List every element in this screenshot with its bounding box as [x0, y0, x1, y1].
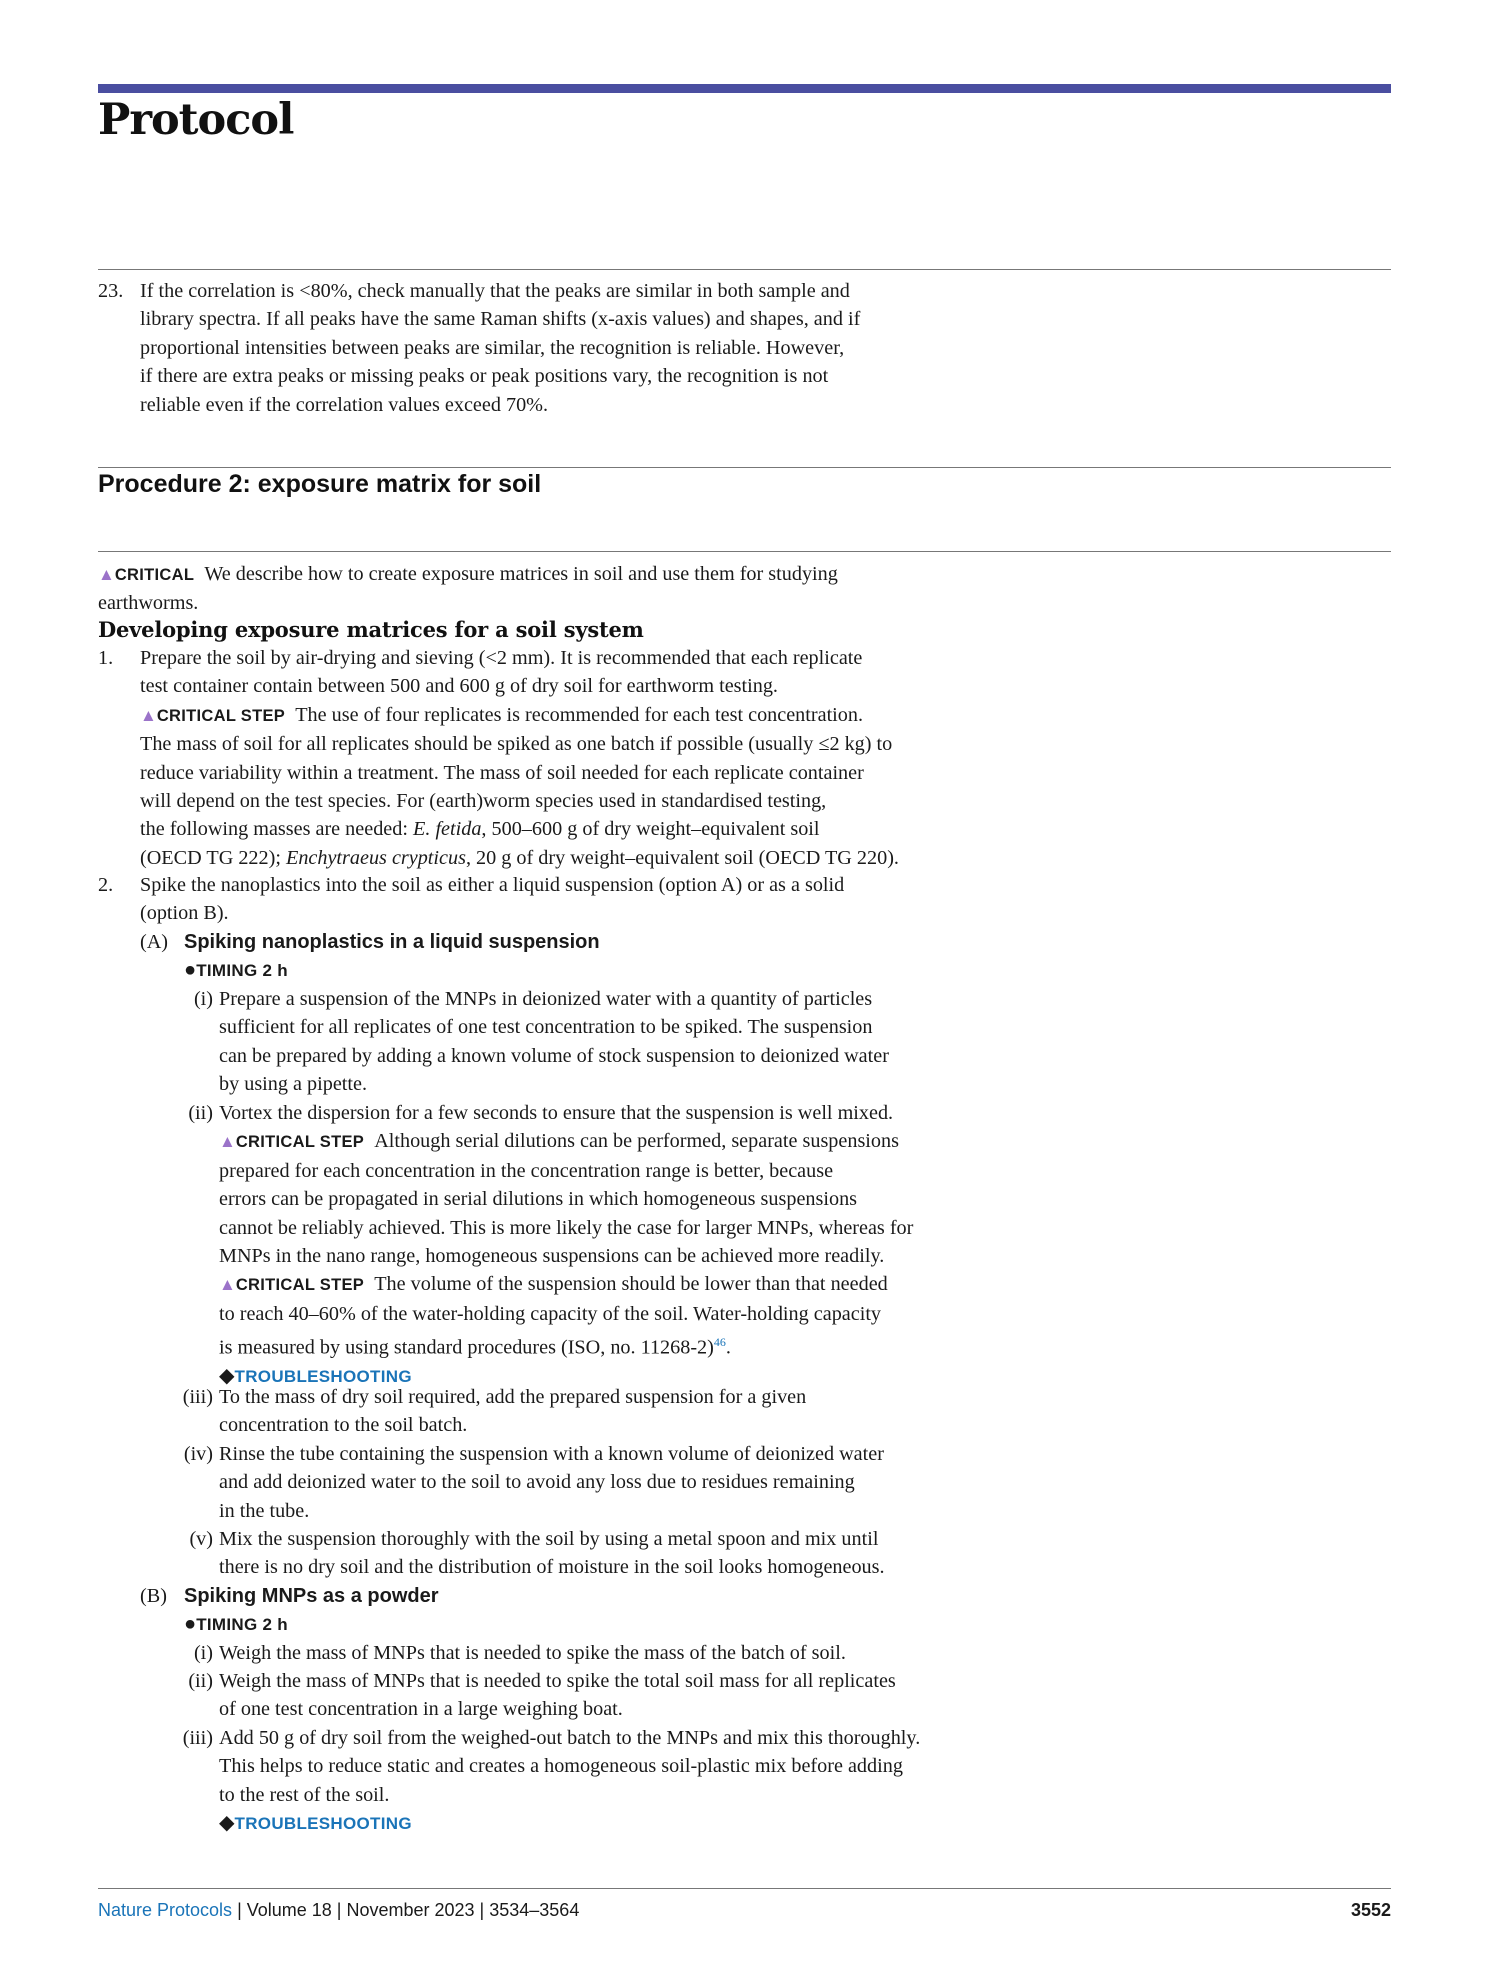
- issue-details: | Volume 18 | November 2023 | 3534–3564: [232, 1900, 580, 1920]
- substep-number: (ii): [188, 1670, 213, 1692]
- substep-number: (iv): [183, 1443, 213, 1465]
- text-line: If the correlation is <80%, check manually that the peaks are similar in both sample and: [140, 280, 850, 302]
- critical-triangle-icon: ▲: [140, 705, 157, 725]
- text-line: concentration to the soil batch.: [219, 1414, 468, 1437]
- text-line: errors can be propagated in serial dilutions in which homogeneous suspensions: [219, 1188, 858, 1211]
- text-line: prepared for each concentration in the concentration range is better, because: [219, 1159, 834, 1182]
- text-line: (option B).: [140, 902, 229, 925]
- text-line: To the mass of dry soil required, add the prepared suspension for a given: [219, 1386, 807, 1408]
- page-number: 3552: [1350, 1900, 1391, 1920]
- troubleshooting-link[interactable]: TROUBLESHOOTING: [234, 1814, 412, 1834]
- critical-intro: [98, 560, 1078, 618]
- text-line: The volume of the suspension should be lower than that needed: [374, 1273, 888, 1296]
- substep-number: (iii): [182, 1727, 213, 1749]
- reference-link[interactable]: 46: [713, 1335, 726, 1350]
- text-line: Weigh the mass of MNPs that is needed to spike the mass of the batch of soil.: [219, 1642, 846, 1664]
- critical-triangle-icon: ▲: [219, 1275, 236, 1295]
- text-line: cannot be reliably achieved. This is more likely the case for larger MNPs, whereas for: [219, 1216, 914, 1239]
- text-line: Prepare the soil by air-drying and sieving (<2 mm). It is recommended that each replicate: [140, 647, 863, 669]
- timing-bullet-icon: ●: [184, 1613, 197, 1636]
- journal-name[interactable]: Nature Protocols: [98, 1900, 233, 1920]
- text-line: Mix the suspension thoroughly with the soil by using a metal spoon and mix until: [219, 1528, 879, 1550]
- text-line: to the rest of the soil.: [219, 1783, 390, 1806]
- text-line: Spike the nanoplastics into the soil as either a liquid suspension (option A) or as a solid: [140, 874, 845, 896]
- text-line: Add 50 g of dry soil from the weighed-out batch to the MNPs and mix this thoroughly.: [219, 1727, 921, 1749]
- substep-number: (i): [193, 988, 213, 1010]
- critical-triangle-icon: ▲: [219, 1132, 236, 1152]
- text-line: Although serial dilutions can be performed, separate suspensions: [374, 1130, 899, 1153]
- text-line: by using a pipette.: [219, 1073, 368, 1096]
- text-fragment: , 500–600 g of dry weight–equivalent soil: [481, 818, 820, 841]
- text-line: if there are extra peaks or missing peaks or peak positions vary, the recognition is not: [140, 365, 829, 388]
- substep-number: (ii): [188, 1102, 213, 1124]
- text-line: reduce variability within a treatment. The mass of soil needed for each replicate container: [140, 761, 864, 784]
- substep-number: (iii): [182, 1386, 213, 1408]
- text-fragment: (OECD TG 222);: [140, 846, 286, 869]
- text-fragment: the following masses are needed:: [140, 818, 414, 841]
- text-line: MNPs in the nano range, homogeneous suspensions can be achieved more readily.: [219, 1245, 885, 1268]
- text-line: proportional intensities between peaks are similar, the recognition is reliable. However,: [140, 336, 845, 359]
- page-footer: [98, 1900, 1391, 1921]
- timing-label: TIMING 2 h: [196, 961, 288, 981]
- text-line: in the tube.: [219, 1499, 310, 1522]
- text-fragment: , 20 g of dry weight–equivalent soil (OECD TG 220).: [465, 846, 899, 869]
- timing-label: TIMING 2 h: [196, 1615, 288, 1635]
- text-line: reliable even if the correlation values exceed 70%.: [140, 393, 549, 416]
- text-line: is measured by using standard procedures (ISO, no. 11268-2): [219, 1336, 714, 1359]
- divider: [98, 1888, 1391, 1889]
- text-line: earthworms.: [98, 592, 199, 615]
- divider: [98, 467, 1391, 468]
- text-line: The use of four replicates is recommended for each test concentration.: [295, 703, 864, 726]
- critical-step-label: CRITICAL STEP: [235, 1133, 365, 1152]
- option-title: Spiking MNPs as a powder: [184, 1585, 439, 1607]
- step-number: 1.: [98, 647, 114, 669]
- text-line: Rinse the tube containing the suspension with a known volume of deionized water: [219, 1443, 884, 1465]
- text-line: This helps to reduce static and creates a homogeneous soil-plastic mix before adding: [219, 1755, 903, 1778]
- text-line: will depend on the test species. For (earth)worm species used in standardised testing,: [140, 790, 827, 813]
- text-line: there is no dry soil and the distribution of moisture in the soil looks homogeneous.: [219, 1556, 885, 1579]
- step-number: 23.: [98, 280, 124, 302]
- text-line: sufficient for all replicates of one test concentration to be spiked. The suspension: [219, 1016, 873, 1039]
- critical-step-label: CRITICAL STEP: [156, 706, 286, 725]
- timing-bullet-icon: ●: [184, 959, 197, 982]
- text-fragment: .: [725, 1336, 731, 1359]
- option-label: (B): [140, 1585, 167, 1607]
- species-name: E. fetida: [413, 818, 482, 841]
- text-line: of one test concentration in a large weighing boat.: [219, 1698, 623, 1721]
- option-label: (A): [140, 931, 169, 953]
- substep-number: (v): [189, 1528, 213, 1550]
- critical-step-label: CRITICAL STEP: [235, 1276, 365, 1295]
- text-line: library spectra. If all peaks have the same Raman shifts (x-axis values) and shapes, and if: [140, 308, 861, 331]
- text-line: The mass of soil for all replicates should be spiked as one batch if possible (usually ≤2 kg) to: [140, 733, 893, 756]
- divider: [98, 269, 1391, 270]
- species-name: Enchytraeus crypticus: [285, 846, 466, 869]
- text-line: can be prepared by adding a known volume of stock suspension to deionized water: [219, 1044, 889, 1067]
- divider: [98, 551, 1391, 552]
- text-line: test container contain between 500 and 600 g of dry soil for earthworm testing.: [140, 675, 778, 698]
- substep-number: (i): [193, 1642, 213, 1664]
- subsection-heading: Developing exposure matrices for a soil system: [98, 617, 644, 642]
- troubleshooting-diamond-icon: ◆: [219, 1365, 235, 1388]
- text-line: and add deionized water to the soil to avoid any loss due to residues remaining: [219, 1471, 855, 1494]
- text-line: We describe how to create exposure matrices in soil and use them for studying: [204, 563, 838, 585]
- troubleshooting-link[interactable]: TROUBLESHOOTING: [234, 1367, 412, 1387]
- text-line: to reach 40–60% of the water-holding capacity of the soil. Water-holding capacity: [219, 1302, 882, 1325]
- text-line: Vortex the dispersion for a few seconds to ensure that the suspension is well mixed.: [219, 1102, 894, 1124]
- text-line: Weigh the mass of MNPs that is needed to spike the total soil mass for all replicates: [219, 1670, 896, 1692]
- section-title: Procedure 2: exposure matrix for soil: [98, 470, 542, 498]
- text-line: Prepare a suspension of the MNPs in deionized water with a quantity of particles: [219, 988, 873, 1010]
- header-accent-bar: [98, 84, 1391, 93]
- option-title: Spiking nanoplastics in a liquid suspension: [184, 931, 600, 953]
- troubleshooting-diamond-icon: ◆: [219, 1812, 235, 1835]
- critical-triangle-icon: ▲: [98, 565, 115, 584]
- critical-label: CRITICAL: [114, 566, 195, 584]
- page-header-title: Protocol: [98, 95, 294, 145]
- step-number: 2.: [98, 874, 114, 896]
